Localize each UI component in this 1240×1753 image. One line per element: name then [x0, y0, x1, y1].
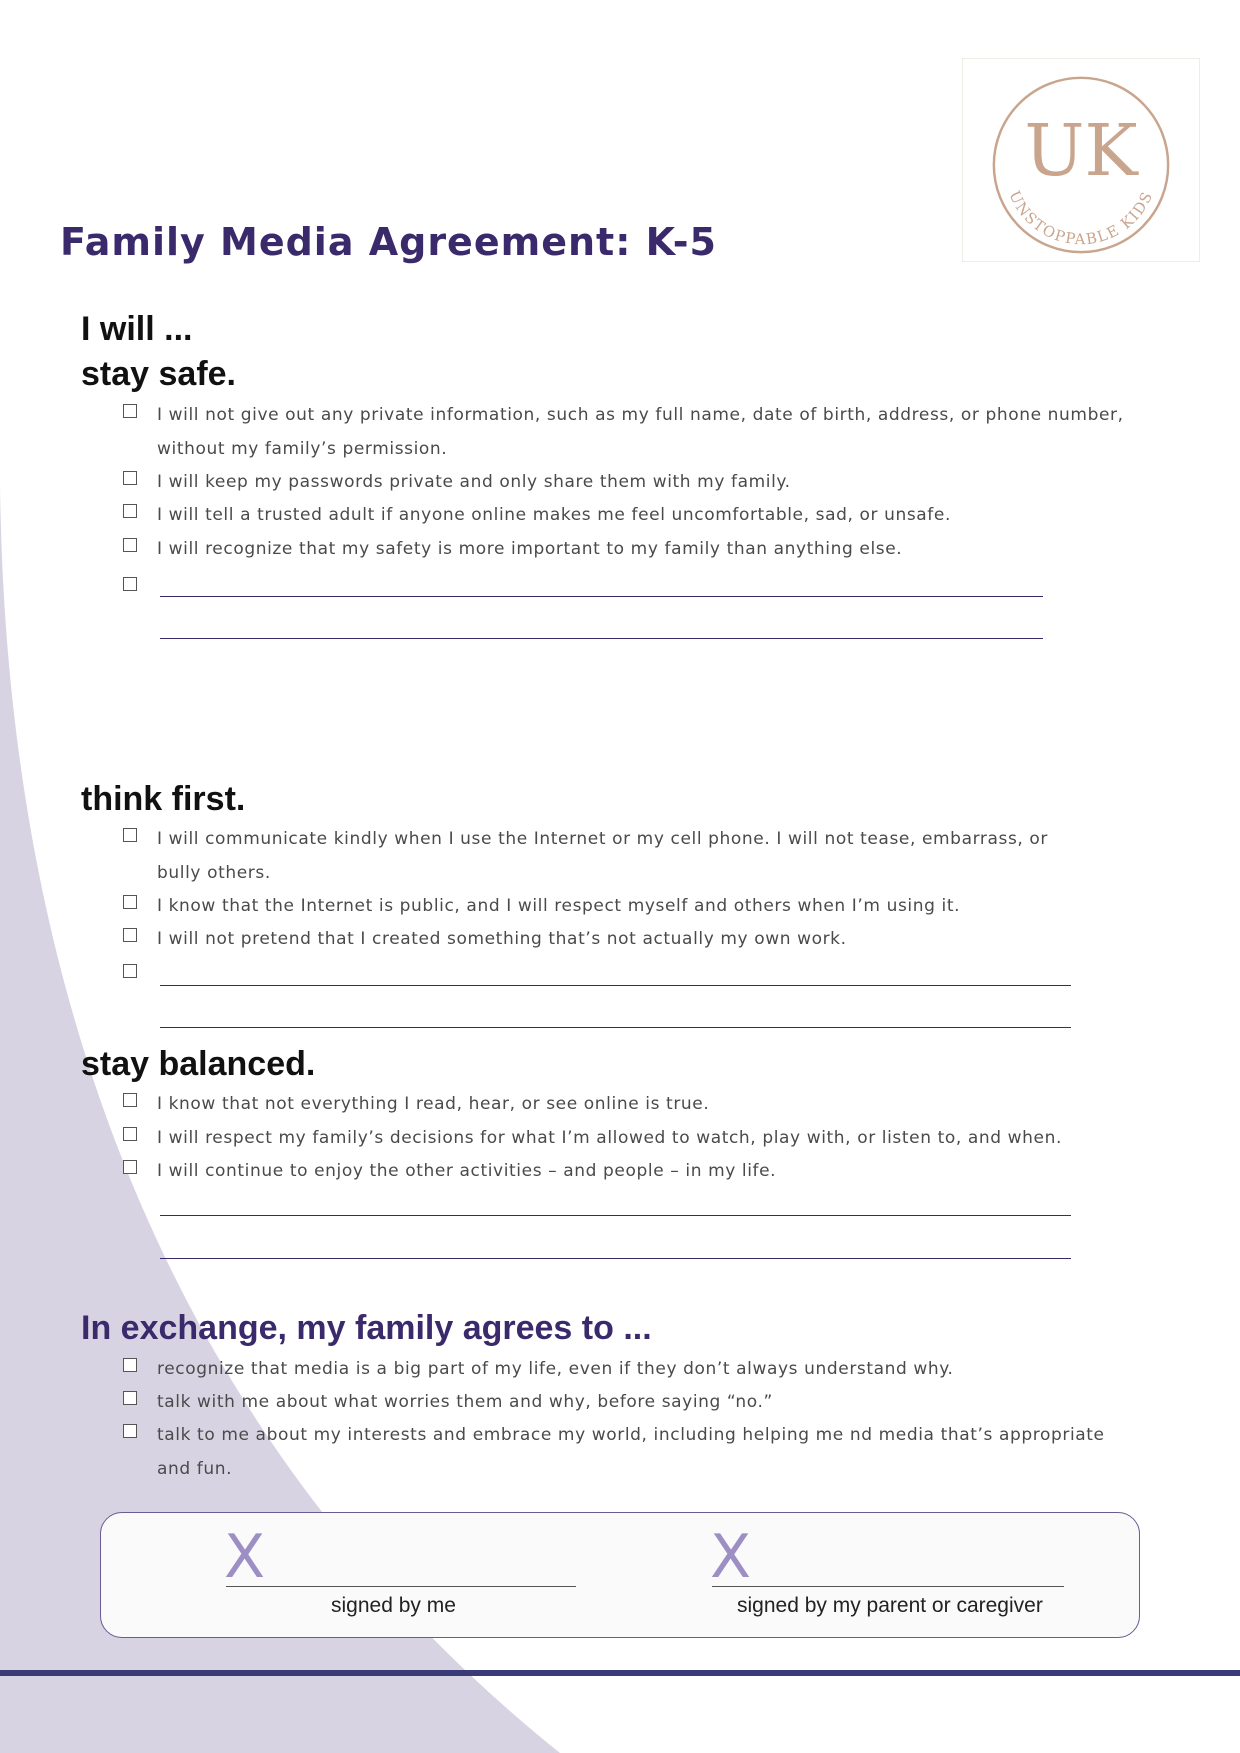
- write-in-line[interactable]: [160, 638, 1043, 639]
- item-text: I know that the Internet is public, and I will respect myself and others when I’m using it.: [157, 896, 961, 916]
- item-text: talk with me about what worries them and why, before saying “no.”: [157, 1392, 773, 1412]
- checklist-item: [123, 922, 1133, 956]
- checklist-item: [123, 1385, 1133, 1419]
- checklist-item: [123, 398, 1133, 466]
- checkbox[interactable]: [123, 1424, 137, 1438]
- logo-tagline: UNSTOPPABLE KIDS: [1005, 188, 1157, 249]
- checkbox[interactable]: [123, 577, 137, 591]
- write-in-line[interactable]: [160, 1027, 1071, 1028]
- parent-signature-line[interactable]: [712, 1586, 1064, 1587]
- checkbox[interactable]: [123, 964, 137, 978]
- section-heading-think-first: think first.: [81, 780, 246, 818]
- checklist-item: [123, 1087, 1133, 1121]
- checklist-item: [123, 465, 1133, 499]
- checkbox[interactable]: [123, 404, 137, 418]
- checkbox[interactable]: [123, 928, 137, 942]
- item-text: I will recognize that my safety is more important to my family than anything else.: [157, 539, 903, 559]
- checklist-item: [123, 1154, 1133, 1188]
- item-text: I will keep my passwords private and only share them with my family.: [157, 472, 791, 492]
- checkbox[interactable]: [123, 828, 137, 842]
- item-text: I will communicate kindly when I use the Internet or my cell phone. I will not tease, embarrass, or bully others.: [157, 829, 1049, 883]
- checkbox[interactable]: [123, 895, 137, 909]
- parent-signature-label: signed by my parent or caregiver: [737, 1594, 1043, 1617]
- checkbox[interactable]: [123, 1160, 137, 1174]
- checkbox[interactable]: [123, 1127, 137, 1141]
- item-text: I will continue to enjoy the other activities – and people – in my life.: [157, 1161, 777, 1181]
- checklist-item: [123, 889, 1133, 923]
- svg-text:UNSTOPPABLE KIDS: [1005, 188, 1156, 248]
- checklist-item: [123, 1121, 1133, 1155]
- child-signature-label: signed by me: [331, 1594, 456, 1617]
- item-text: talk to me about my interests and embrace my world, including helping me nd media that’s appropriate and fun.: [157, 1425, 1105, 1479]
- checklist-item: [123, 498, 1133, 532]
- checklist-item: [123, 1418, 1133, 1486]
- section-heading-stay-balanced: stay balanced.: [81, 1045, 316, 1083]
- item-text: I will not pretend that I created something that’s not actually my own work.: [157, 929, 847, 949]
- write-in-line[interactable]: [160, 596, 1043, 597]
- child-signature-line[interactable]: [226, 1586, 576, 1587]
- section-heading-stay-safe: stay safe.: [81, 355, 236, 393]
- checklist-item: [123, 822, 1133, 890]
- item-text: I will not give out any private information, such as my full name, date of birth, address, or phone number, without my family’s permission.: [157, 405, 1124, 459]
- checkbox[interactable]: [123, 1391, 137, 1405]
- logo-initials: UK: [1024, 108, 1138, 192]
- intro-heading: I will ...: [81, 310, 193, 348]
- checkbox[interactable]: [123, 1358, 137, 1372]
- checklist-item: [123, 532, 1133, 566]
- checkbox[interactable]: [123, 504, 137, 518]
- item-text: I will respect my family’s decisions for what I’m allowed to watch, play with, or listen to, and when.: [157, 1128, 1062, 1148]
- write-in-line[interactable]: [160, 985, 1071, 986]
- footer-rule: [0, 1670, 1240, 1676]
- write-in-line[interactable]: [160, 1215, 1071, 1216]
- checkbox[interactable]: [123, 1093, 137, 1107]
- item-text: recognize that media is a big part of my life, even if they don’t always understand why.: [157, 1359, 954, 1379]
- checkbox[interactable]: [123, 471, 137, 485]
- section-heading-family-agrees: In exchange, my family agrees to ...: [81, 1309, 652, 1347]
- write-in-line[interactable]: [160, 1258, 1071, 1259]
- item-text: I know that not everything I read, hear, or see online is true.: [157, 1094, 710, 1114]
- child-signature-x-mark: X: [224, 1522, 266, 1592]
- item-text: I will tell a trusted adult if anyone online makes me feel uncomfortable, sad, or unsafe.: [157, 505, 951, 525]
- checkbox[interactable]: [123, 538, 137, 552]
- parent-signature-x-mark: X: [710, 1522, 752, 1592]
- checklist-item: [123, 1352, 1133, 1386]
- unstoppable-kids-logo: [962, 58, 1200, 262]
- page-title: Family Media Agreement: K-5: [60, 220, 717, 264]
